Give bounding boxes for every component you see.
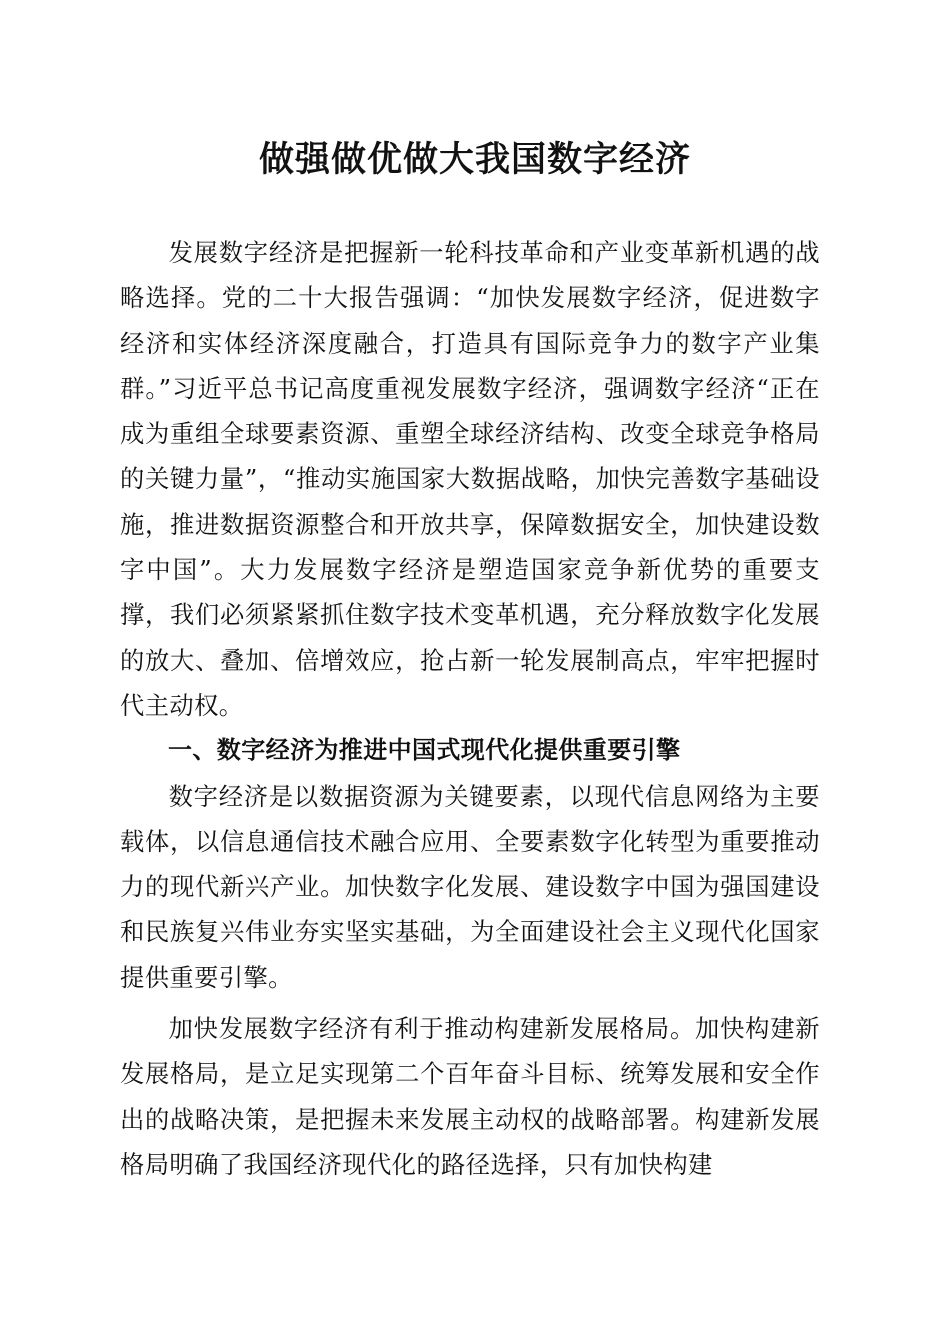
paragraph-intro: 发展数字经济是把握新一轮科技革命和产业变革新机遇的战略选择。党的二十大报告强调：“加快发展数字经济，促进数字经济和实体经济深度融合，打造具有国际竞争力的数字产业集群。”习近平总书记高度重视发展数字经济，强调数字经济“正在成为重组全球要素资源、重塑全球经济结构、改变全球竞争格局的关键力量”，“推动实施国家大数据战略，加快完善数字基础设施，推进数据资源整合和开放共享，保障数据安全，加快建设数字中国”。大力发展数字经济是塑造国家竞争新优势的重要支撑，我们必须紧紧抓住数字技术变革机遇，充分释放数字化发展的放大、叠加、倍增效应，抢占新一轮发展制高点，牢牢把握时代主动权。 <box>120 238 820 720</box>
paragraph-new-development-pattern: 加快发展数字经济有利于推动构建新发展格局。加快构建新发展格局，是立足实现第二个百年奋斗目标、统筹发展和安全作出的战略决策，是把握未来发展主动权的战略部署。构建新发展格局明确了我国经济现代化的路径选择，只有加快构建 <box>120 1014 820 1179</box>
document-title: 做强做优做大我国数字经济 <box>258 139 691 180</box>
paragraph-digital-economy-definition: 数字经济是以数据资源为关键要素，以现代信息网络为主要载体，以信息通信技术融合应用、全要素数字化转型为重要推动力的现代新兴产业。加快数字化发展、建设数字中国为强国建设和民族复兴伟业夯实坚实基础，为全面建设社会主义现代化国家提供重要引擎。 <box>120 781 820 992</box>
section-heading: 一、数字经济为推进中国式现代化提供重要引擎 <box>168 736 681 765</box>
document-body <box>120 230 820 1187</box>
